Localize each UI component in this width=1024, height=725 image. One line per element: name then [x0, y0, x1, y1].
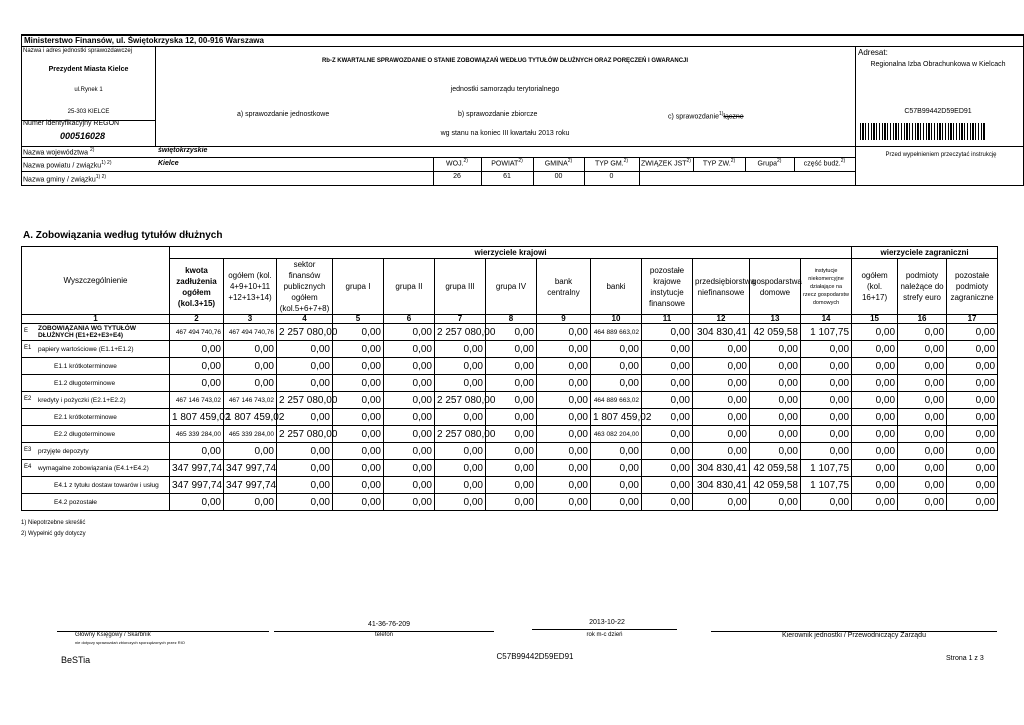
ministry-header: Ministerstwo Finansów, ul. Świętokrzyska 12, 00-916 Warszawa — [24, 36, 264, 45]
table-row — [22, 426, 998, 443]
footnote-1: 1) Niepotrzebne skreślić — [21, 520, 86, 526]
table-row — [22, 443, 998, 460]
table-cell: 0,00 — [947, 426, 998, 443]
unit-street: ul.Rynek 1 — [74, 87, 103, 93]
footnote-2: 2) Wypełnić gdy dotyczy — [21, 531, 86, 537]
col-number: 12 — [693, 315, 750, 324]
table-cell: 1 807 459,02 — [224, 409, 277, 426]
table-cell: 0,00 — [486, 426, 537, 443]
code-head: WOJ.$^{2)}$ — [446, 158, 468, 168]
table-cell: 347 997,74 — [170, 460, 224, 477]
col-head: Wyszczególnienie — [22, 247, 170, 315]
table-cell: 0,00 — [693, 494, 750, 511]
col-number: 2 — [170, 315, 224, 324]
table-cell: 0,00 — [898, 324, 947, 341]
code-value: 61 — [503, 173, 511, 180]
table-cell: 0,00 — [537, 494, 591, 511]
table-cell: 0,00 — [693, 392, 750, 409]
col-head: instytucje niekomercyjne działające na rzecz gospodarstw domowych — [801, 259, 852, 315]
col-number: 1 — [22, 315, 170, 324]
row-label: E4.2 pozostałe — [22, 494, 170, 511]
table-cell: 0,00 — [384, 375, 435, 392]
table-cell: 0,00 — [947, 477, 998, 494]
regon-value: 000516028 — [60, 131, 106, 141]
table-cell: 0,00 — [486, 494, 537, 511]
col-head: pozostałe krajowe instytucje finansowe — [642, 259, 693, 315]
table-cell: 0,00 — [333, 443, 384, 460]
table-cell: 42 059,58 — [750, 324, 801, 341]
col-head: sektor finansów publicznych ogółem (kol.5+6+7+8) — [277, 259, 333, 315]
table-cell: 0,00 — [801, 426, 852, 443]
code-head: TYP GM.$^{2)}$ — [594, 158, 629, 168]
col-head: banki — [591, 259, 642, 315]
table-cell: 0,00 — [642, 324, 693, 341]
table-cell: 0,00 — [750, 426, 801, 443]
col-number: 8 — [486, 315, 537, 324]
table-row — [22, 392, 998, 409]
date-value: 2013-10-22 — [589, 619, 625, 626]
code-value: 26 — [453, 173, 461, 180]
table-cell: 0,00 — [333, 494, 384, 511]
table-row — [22, 477, 998, 494]
table-row — [22, 358, 998, 375]
table-cell: 0,00 — [898, 460, 947, 477]
table-cell: 0,00 — [486, 443, 537, 460]
table-cell: 0,00 — [642, 358, 693, 375]
table-cell: 304 830,41 — [693, 460, 750, 477]
table-cell: 2 257 080,00 — [277, 392, 333, 409]
table-cell: 0,00 — [435, 358, 486, 375]
table-cell: 0,00 — [898, 494, 947, 511]
row-label: E1.1 krótkoterminowe — [22, 358, 170, 375]
table-cell: 0,00 — [384, 477, 435, 494]
col-head: bank centralny — [537, 259, 591, 315]
table-cell: 0,00 — [898, 443, 947, 460]
table-cell: 0,00 — [333, 375, 384, 392]
table-cell: 0,00 — [642, 375, 693, 392]
code-head: POWIAT$^{2)}$ — [491, 158, 523, 168]
table-cell: 0,00 — [693, 358, 750, 375]
table-cell: 464 889 663,02 — [591, 392, 642, 409]
liabilities-table — [21, 246, 998, 511]
col-number: 5 — [333, 315, 384, 324]
table-cell: 0,00 — [384, 426, 435, 443]
col-head: grupa II — [384, 259, 435, 315]
code-value: 0 — [609, 173, 614, 180]
table-cell: 0,00 — [435, 460, 486, 477]
table-cell: 0,00 — [537, 460, 591, 477]
table-cell: 0,00 — [947, 375, 998, 392]
table-row — [22, 409, 998, 426]
powiat-label: Nazwa powiatu / związku$^{1) 2)}$ — [23, 160, 112, 170]
page-number: Strona 1 z 3 — [946, 655, 984, 662]
table-cell: 0,00 — [642, 341, 693, 358]
table-cell: 0,00 — [693, 341, 750, 358]
table-row — [22, 494, 998, 511]
table-cell: 0,00 — [537, 375, 591, 392]
table-cell: 0,00 — [333, 341, 384, 358]
table-cell: 0,00 — [333, 358, 384, 375]
table-cell: 0,00 — [384, 494, 435, 511]
table-cell: 0,00 — [277, 341, 333, 358]
row-label: E4.1 z tytułu dostaw towarów i usług — [22, 477, 170, 494]
table-cell: 0,00 — [537, 409, 591, 426]
regon-label: Numer identyfikacyjny REGON — [23, 120, 120, 127]
table-cell: 0,00 — [750, 341, 801, 358]
table-cell: 0,00 — [486, 460, 537, 477]
table-cell: 467 146 743,02 — [170, 392, 224, 409]
code-head: ZWIĄZEK JST$^{2)}$ — [641, 158, 691, 168]
table-cell: 0,00 — [333, 460, 384, 477]
addressee-name: Regionalna Izba Obrachunkowa w Kielcach — [870, 61, 1006, 68]
table-cell: 0,00 — [591, 460, 642, 477]
table-cell: 0,00 — [693, 409, 750, 426]
table-cell: 0,00 — [898, 358, 947, 375]
table-cell: 0,00 — [435, 341, 486, 358]
table-cell: 0,00 — [898, 409, 947, 426]
table-cell: 42 059,58 — [750, 477, 801, 494]
table-cell: 0,00 — [801, 392, 852, 409]
table-cell: 0,00 — [277, 494, 333, 511]
col-head: grupa I — [333, 259, 384, 315]
powiat-value: Kielce — [158, 160, 179, 167]
col-head: podmioty należące do strefy euro — [898, 259, 947, 315]
table-cell: 0,00 — [852, 460, 898, 477]
table-cell: 0,00 — [333, 426, 384, 443]
table-cell: 2 257 080,00 — [435, 426, 486, 443]
table-cell: 1 807 459,02 — [591, 409, 642, 426]
table-cell: 0,00 — [170, 341, 224, 358]
table-row — [22, 375, 998, 392]
date-label: rok m-c dzień — [586, 632, 623, 638]
table-cell: 0,00 — [537, 443, 591, 460]
table-cell: 0,00 — [384, 341, 435, 358]
table-cell: 0,00 — [170, 494, 224, 511]
table-cell: 0,00 — [435, 477, 486, 494]
gmina-label: Nazwa gminy / związku$^{1) 2)}$ — [23, 174, 107, 184]
col-number: 4 — [277, 315, 333, 324]
row-label: E2.2 długoterminowe — [22, 426, 170, 443]
table-cell: 0,00 — [333, 324, 384, 341]
table-cell: 0,00 — [947, 494, 998, 511]
table-cell: 0,00 — [642, 426, 693, 443]
table-cell: 304 830,41 — [693, 477, 750, 494]
table-cell: 0,00 — [947, 443, 998, 460]
table-cell: 0,00 — [801, 358, 852, 375]
option-b: b) sprawozdanie zbiorcze — [458, 111, 538, 118]
table-cell: 0,00 — [947, 460, 998, 477]
table-cell: 0,00 — [642, 443, 693, 460]
table-cell: 465 339 284,00 — [170, 426, 224, 443]
col-head: ogółem (kol. 4+9+10+11 +12+13+14) — [224, 259, 277, 315]
table-cell: 0,00 — [750, 443, 801, 460]
table-cell: 0,00 — [898, 426, 947, 443]
table-row — [22, 460, 998, 477]
table-cell: 2 257 080,00 — [435, 324, 486, 341]
table-cell: 0,00 — [947, 358, 998, 375]
report-period: wg stanu na koniec III kwartału 2013 roku — [440, 130, 570, 137]
table-cell: 0,00 — [852, 324, 898, 341]
col-head: grupa IV — [486, 259, 537, 315]
instruction-note: Przed wypełnieniem przeczytać instrukcję — [885, 152, 997, 158]
table-cell: 0,00 — [384, 443, 435, 460]
col-number: 7 — [435, 315, 486, 324]
table-cell: 0,00 — [642, 494, 693, 511]
table-cell: 1 107,75 — [801, 324, 852, 341]
table-cell: 0,00 — [435, 409, 486, 426]
col-number: 11 — [642, 315, 693, 324]
table-cell: 1 107,75 — [801, 460, 852, 477]
table-cell: 0,00 — [486, 375, 537, 392]
table-cell: 0,00 — [333, 477, 384, 494]
table-cell: 0,00 — [277, 409, 333, 426]
table-cell: 0,00 — [435, 494, 486, 511]
table-cell: 0,00 — [750, 358, 801, 375]
phone-label: telefon — [374, 632, 393, 638]
col-number: 13 — [750, 315, 801, 324]
table-cell: 1 107,75 — [801, 477, 852, 494]
table-cell: 0,00 — [486, 358, 537, 375]
table-cell: 0,00 — [591, 358, 642, 375]
col-head: kwota zadłużenia ogółem (kol.3+15) — [170, 259, 224, 315]
table-cell: 0,00 — [852, 477, 898, 494]
table-cell: 347 997,74 — [170, 477, 224, 494]
table-cell: 0,00 — [486, 324, 537, 341]
table-cell: 0,00 — [750, 409, 801, 426]
territorial-codes — [433, 157, 855, 186]
table-cell: 0,00 — [852, 443, 898, 460]
table-cell: 0,00 — [642, 477, 693, 494]
col-number: 17 — [947, 315, 998, 324]
table-cell: 0,00 — [750, 494, 801, 511]
table-cell: 0,00 — [591, 477, 642, 494]
col-head: przedsiębiorstwa niefinansowe — [693, 259, 750, 315]
report-title: Rb-Z KWARTALNE SPRAWOZDANIE O STANIE ZOBOWIĄZAŃ WEDŁUG TYTUŁÓW DŁUŻNYCH ORAZ PORĘCZEŃ I GWARANCJI — [321, 58, 689, 64]
table-cell: 0,00 — [947, 324, 998, 341]
table-cell: 0,00 — [852, 494, 898, 511]
voivodeship-value: świętokrzyskie — [158, 147, 208, 154]
code-head: Grupa$^{2)}$ — [757, 158, 782, 168]
table-cell: 0,00 — [537, 358, 591, 375]
option-a: a) sprawozdanie jednostkowe — [237, 111, 330, 118]
table-cell: 0,00 — [384, 324, 435, 341]
table-cell: 0,00 — [852, 375, 898, 392]
col-head: ogółem (kol. 16+17) — [852, 259, 898, 315]
section-title: A. Zobowiązania według tytułów dłużnych — [23, 230, 223, 241]
col-head: grupa III — [435, 259, 486, 315]
option-c: c) sprawozdanie$^{1)}$łączne — [668, 111, 744, 121]
table-cell: 2 257 080,00 — [435, 392, 486, 409]
table-cell: 0,00 — [947, 409, 998, 426]
table-row — [22, 341, 998, 358]
table-cell: 0,00 — [224, 341, 277, 358]
table-cell: 465 339 284,00 — [224, 426, 277, 443]
table-cell: 0,00 — [693, 443, 750, 460]
table-cell: 0,00 — [852, 409, 898, 426]
table-cell: 0,00 — [277, 358, 333, 375]
table-cell: 0,00 — [801, 443, 852, 460]
col-number: 3 — [224, 315, 277, 324]
col-number: 10 — [591, 315, 642, 324]
table-cell: 0,00 — [224, 375, 277, 392]
table-cell: 467 494 740,76 — [224, 324, 277, 341]
addressee-label: Adresat: — [858, 48, 888, 57]
row-label: E ZOBOWIĄZANIA WG TYTUŁÓW DŁUŻNYCH (E1+E2+E3+E4) — [22, 324, 170, 341]
table-cell: 0,00 — [591, 443, 642, 460]
table-cell: 0,00 — [170, 375, 224, 392]
table-cell: 0,00 — [224, 443, 277, 460]
table-cell: 0,00 — [642, 409, 693, 426]
col-number: 9 — [537, 315, 591, 324]
barcode-image — [860, 123, 986, 140]
domestic-creditors: wierzyciele krajowi — [170, 247, 852, 259]
table-cell: 0,00 — [898, 477, 947, 494]
table-cell: 0,00 — [591, 341, 642, 358]
row-label: E1 papiery wartościowe (E1.1+E1.2) — [22, 341, 170, 358]
table-cell: 467 146 743,02 — [224, 392, 277, 409]
table-cell: 0,00 — [277, 375, 333, 392]
table-cell: 0,00 — [591, 375, 642, 392]
table-cell: 0,00 — [333, 392, 384, 409]
col-head: gospodarstwa domowe — [750, 259, 801, 315]
col-number: 15 — [852, 315, 898, 324]
col-number: 16 — [898, 315, 947, 324]
col-head: pozostałe podmioty zagraniczne — [947, 259, 998, 315]
table-cell: 0,00 — [947, 392, 998, 409]
col-number: 6 — [384, 315, 435, 324]
table-cell: 0,00 — [591, 494, 642, 511]
table-cell: 0,00 — [277, 443, 333, 460]
table-cell: 464 889 663,02 — [591, 324, 642, 341]
table-cell: 347 997,74 — [224, 460, 277, 477]
unit-label: Nazwa i adres jednostki sprawozdawczej — [23, 48, 133, 54]
table-cell: 0,00 — [486, 392, 537, 409]
brand-label: BeSTia — [61, 655, 91, 665]
table-cell: 463 082 204,00 — [591, 426, 642, 443]
unit-postal: 25-303 KIELCE — [67, 109, 110, 115]
jst-label: jednostki samorządu terytorialnego — [450, 86, 560, 93]
table-cell: 347 997,74 — [224, 477, 277, 494]
table-cell: 0,00 — [537, 324, 591, 341]
table-row — [22, 324, 998, 341]
head-label: Kierownik jednostki / Przewodniczący Zarządu — [782, 632, 926, 639]
voivodeship-label: Nazwa województwa $^{2)}$ — [23, 147, 95, 157]
table-cell: 0,00 — [384, 392, 435, 409]
table-cell: 42 059,58 — [750, 460, 801, 477]
code-head: GMINA$^{2)}$ — [544, 158, 573, 168]
table-cell: 0,00 — [170, 358, 224, 375]
table-cell: 0,00 — [435, 443, 486, 460]
code-head: TYP ZW.$^{2)}$ — [702, 158, 736, 168]
table-cell: 0,00 — [898, 375, 947, 392]
table-cell: 0,00 — [537, 477, 591, 494]
table-cell: 0,00 — [898, 341, 947, 358]
table-cell: 0,00 — [486, 409, 537, 426]
table-cell: 0,00 — [801, 341, 852, 358]
table-cell: 0,00 — [224, 494, 277, 511]
table-cell: 0,00 — [801, 494, 852, 511]
col-number: 14 — [801, 315, 852, 324]
table-cell: 0,00 — [384, 409, 435, 426]
table-cell: 0,00 — [852, 358, 898, 375]
table-cell: 304 830,41 — [693, 324, 750, 341]
table-cell: 0,00 — [750, 375, 801, 392]
accountant-note: nie dotyczy sprawozdań zbiorczych sporządzonych przez RIO — [75, 640, 185, 645]
footer-code: C57B99442D59ED91 — [496, 652, 574, 661]
table-cell: 2 257 080,00 — [277, 426, 333, 443]
table-cell: 0,00 — [852, 341, 898, 358]
table-cell: 0,00 — [537, 341, 591, 358]
table-cell: 0,00 — [801, 409, 852, 426]
phone-value: 41-36-76-209 — [367, 621, 411, 628]
table-cell: 0,00 — [277, 477, 333, 494]
row-label: E2 kredyty i pożyczki (E2.1+E2.2) — [22, 392, 170, 409]
table-cell: 1 807 459,02 — [170, 409, 224, 426]
table-cell: 0,00 — [537, 392, 591, 409]
table-cell: 0,00 — [801, 375, 852, 392]
table-cell: 0,00 — [435, 375, 486, 392]
table-cell: 0,00 — [852, 392, 898, 409]
table-cell: 0,00 — [486, 477, 537, 494]
table-cell: 0,00 — [898, 392, 947, 409]
table-cell: 0,00 — [224, 358, 277, 375]
row-label: E4 wymagalne zobowiązania (E4.1+E4.2) — [22, 460, 170, 477]
table-cell: 0,00 — [642, 460, 693, 477]
code-head: część budż.$^{2)}$ — [803, 158, 846, 168]
table-cell: 0,00 — [384, 460, 435, 477]
table-cell: 467 494 740,76 — [170, 324, 224, 341]
unit-name: Prezydent Miasta Kielce — [48, 66, 129, 73]
table-cell: 0,00 — [333, 409, 384, 426]
table-cell: 2 257 080,00 — [277, 324, 333, 341]
table-cell: 0,00 — [170, 443, 224, 460]
table-cell: 0,00 — [642, 392, 693, 409]
row-label: E2.1 krótkoterminowe — [22, 409, 170, 426]
accountant-label: Główny Księgowy / Skarbnik — [75, 632, 151, 638]
foreign-creditors: wierzyciele zagraniczni — [852, 247, 998, 259]
row-label: E1.2 długoterminowe — [22, 375, 170, 392]
row-label: E3 przyjęte depozyty — [22, 443, 170, 460]
table-cell: 0,00 — [537, 426, 591, 443]
document-code: C57B99442D59ED91 — [904, 108, 972, 115]
table-cell: 0,00 — [693, 426, 750, 443]
code-value: 00 — [554, 173, 563, 180]
table-cell: 0,00 — [750, 392, 801, 409]
table-cell: 0,00 — [486, 341, 537, 358]
table-cell: 0,00 — [693, 375, 750, 392]
table-cell: 0,00 — [277, 460, 333, 477]
table-cell: 0,00 — [852, 426, 898, 443]
table-cell: 0,00 — [947, 341, 998, 358]
table-cell: 0,00 — [384, 358, 435, 375]
